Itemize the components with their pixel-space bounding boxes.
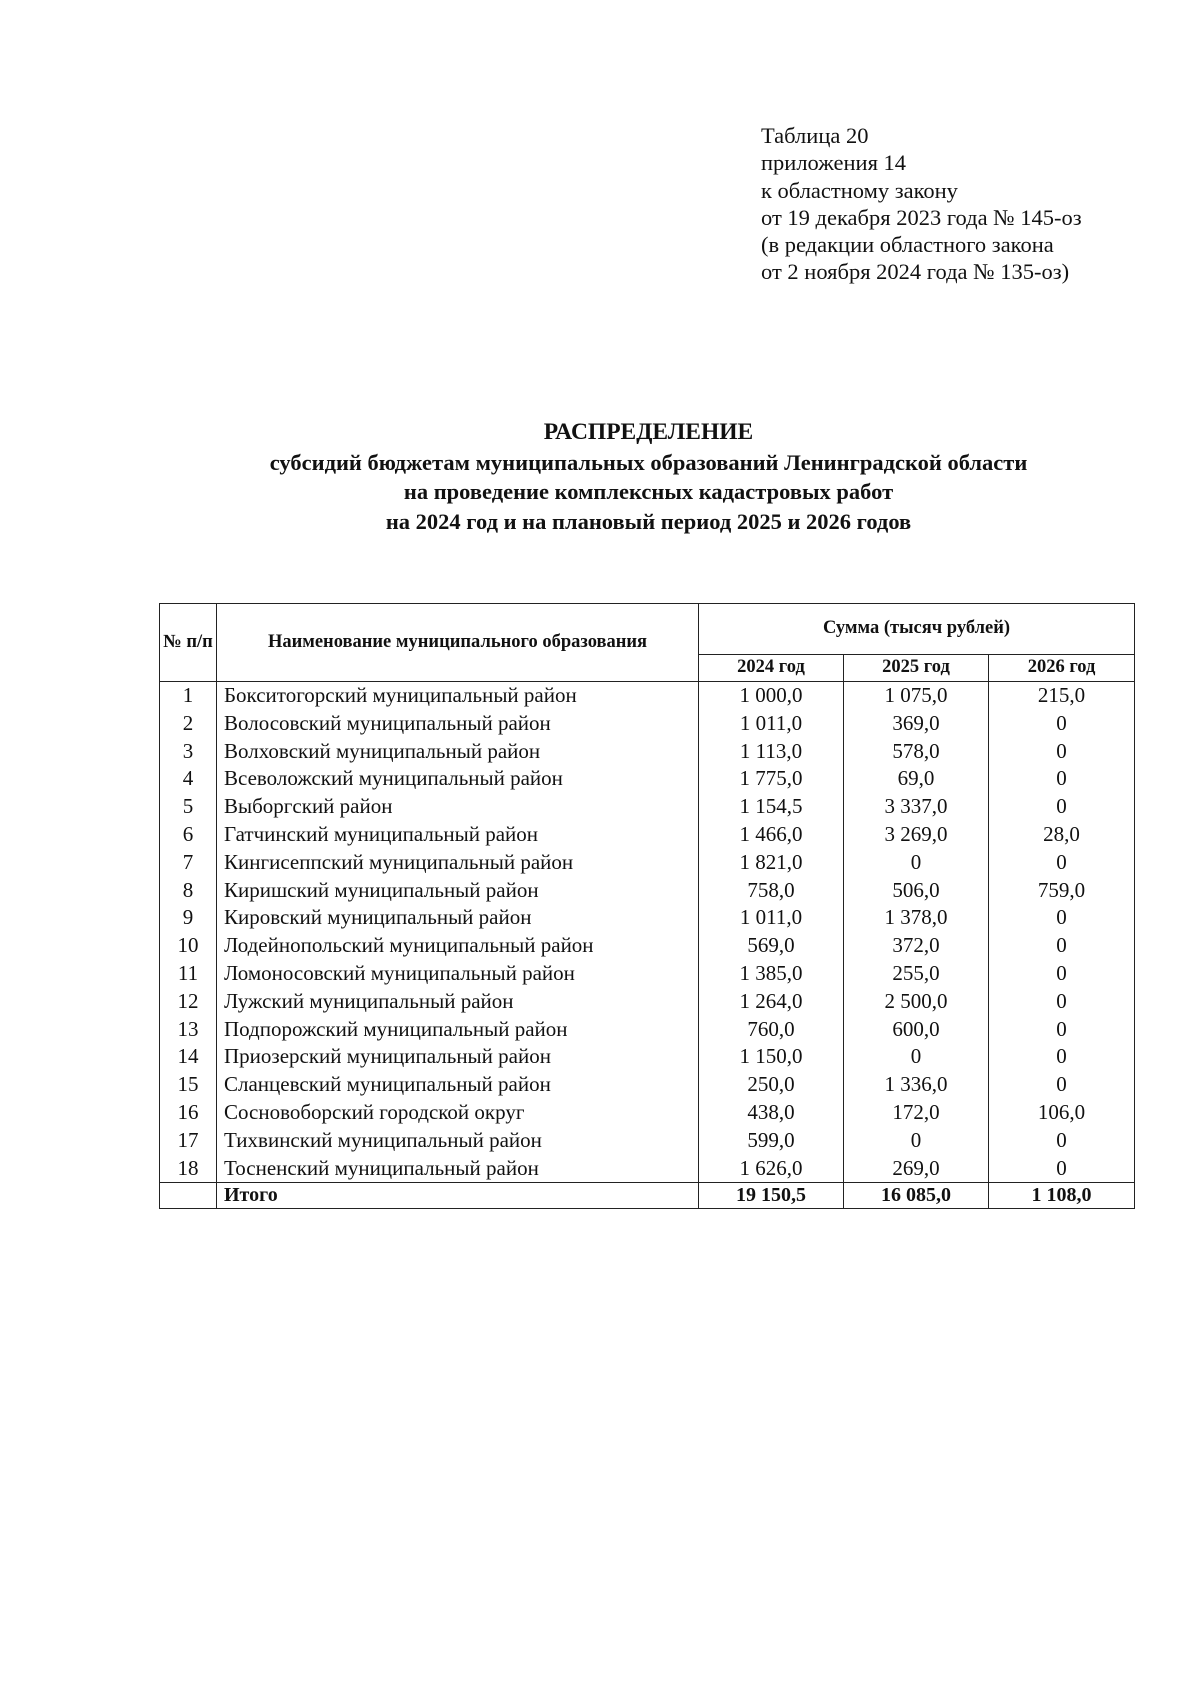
- municipality-name: Ломоносовский муниципальный район: [217, 960, 699, 988]
- reference-line: к областному закону: [761, 177, 958, 203]
- amount-2024: 1 154,5: [699, 793, 844, 821]
- amount-2025: 369,0: [844, 710, 989, 738]
- municipality-name: Киришский муниципальный район: [217, 877, 699, 905]
- reference-line: приложения 14: [761, 150, 907, 176]
- table-row: [160, 877, 1135, 905]
- total-number-cell: [160, 1183, 217, 1209]
- total-2024: 19 150,5: [699, 1183, 844, 1209]
- document-subtitle-line: на проведение комплексных кадастровых работ: [403, 479, 894, 505]
- amount-2025: 1 336,0: [844, 1071, 989, 1099]
- row-number: 16: [160, 1099, 217, 1127]
- amount-2024: 1 150,0: [699, 1043, 844, 1071]
- total-2025: 16 085,0: [844, 1183, 989, 1209]
- total-row: [160, 1183, 1135, 1209]
- distribution-table: [159, 603, 1135, 1209]
- municipality-name: Всеволожский муниципальный район: [217, 765, 699, 793]
- row-number: 9: [160, 904, 217, 932]
- total-2026: 1 108,0: [989, 1183, 1135, 1209]
- amount-2024: 1 113,0: [699, 738, 844, 766]
- municipality-name: Лужский муниципальный район: [217, 988, 699, 1016]
- amount-2026: 215,0: [989, 682, 1135, 710]
- amount-2026: 0: [989, 1071, 1135, 1099]
- amount-2026: 0: [989, 738, 1135, 766]
- header-year-2025: 2025 год: [844, 655, 989, 682]
- amount-2026: 0: [989, 793, 1135, 821]
- amount-2026: 0: [989, 960, 1135, 988]
- table-body: [160, 682, 1135, 1183]
- row-number: 1: [160, 682, 217, 710]
- row-number: 17: [160, 1127, 217, 1155]
- table-row: [160, 849, 1135, 877]
- reference-line: (в редакции областного закона: [761, 232, 1054, 258]
- amount-2024: 569,0: [699, 932, 844, 960]
- header-sum: Сумма (тысяч рублей): [699, 604, 1135, 655]
- amount-2025: 0: [844, 849, 989, 877]
- municipality-name: Волховский муниципальный район: [217, 738, 699, 766]
- table-row: [160, 988, 1135, 1016]
- table-row: [160, 765, 1135, 793]
- amount-2026: 106,0: [989, 1099, 1135, 1127]
- amount-2026: 0: [989, 904, 1135, 932]
- amount-2026: 759,0: [989, 877, 1135, 905]
- row-number: 2: [160, 710, 217, 738]
- table-row: [160, 682, 1135, 710]
- row-number: 6: [160, 821, 217, 849]
- amount-2024: 1 011,0: [699, 710, 844, 738]
- header-number: № п/п: [160, 604, 217, 682]
- amount-2025: 255,0: [844, 960, 989, 988]
- row-number: 18: [160, 1155, 217, 1183]
- municipality-name: Приозерский муниципальный район: [217, 1043, 699, 1071]
- amount-2026: 0: [989, 849, 1135, 877]
- table-row: [160, 904, 1135, 932]
- row-number: 8: [160, 877, 217, 905]
- header-year-2024: 2024 год: [699, 655, 844, 682]
- amount-2026: 0: [989, 1043, 1135, 1071]
- amount-2026: 0: [989, 932, 1135, 960]
- table-row: [160, 710, 1135, 738]
- amount-2026: 0: [989, 1155, 1135, 1183]
- row-number: 7: [160, 849, 217, 877]
- table-row: [160, 1155, 1135, 1183]
- municipality-name: Волосовский муниципальный район: [217, 710, 699, 738]
- row-number: 13: [160, 1016, 217, 1044]
- amount-2025: 0: [844, 1127, 989, 1155]
- municipality-name: Сланцевский муниципальный район: [217, 1071, 699, 1099]
- table-row: [160, 932, 1135, 960]
- municipality-name: Выборгский район: [217, 793, 699, 821]
- amount-2025: 506,0: [844, 877, 989, 905]
- amount-2025: 0: [844, 1043, 989, 1071]
- amount-2024: 758,0: [699, 877, 844, 905]
- document-reference: [761, 122, 1082, 286]
- amount-2024: 1 011,0: [699, 904, 844, 932]
- row-number: 12: [160, 988, 217, 1016]
- row-number: 3: [160, 738, 217, 766]
- row-number: 14: [160, 1043, 217, 1071]
- amount-2024: 438,0: [699, 1099, 844, 1127]
- municipality-name: Кингисеппский муниципальный район: [217, 849, 699, 877]
- amount-2026: 0: [989, 988, 1135, 1016]
- row-number: 4: [160, 765, 217, 793]
- municipality-name: Кировский муниципальный район: [217, 904, 699, 932]
- amount-2024: 1 821,0: [699, 849, 844, 877]
- amount-2025: 600,0: [844, 1016, 989, 1044]
- table-row: [160, 1043, 1135, 1071]
- row-number: 10: [160, 932, 217, 960]
- municipality-name: Подпорожский муниципальный район: [217, 1016, 699, 1044]
- municipality-name: Гатчинский муниципальный район: [217, 821, 699, 849]
- row-number: 11: [160, 960, 217, 988]
- municipality-name: Тосненский муниципальный район: [217, 1155, 699, 1183]
- document-heading: [0, 418, 1200, 537]
- table-row: [160, 738, 1135, 766]
- document-subtitle-line: на 2024 год и на плановый период 2025 и 2026 годов: [385, 509, 912, 535]
- table-row: [160, 1099, 1135, 1127]
- amount-2026: 0: [989, 765, 1135, 793]
- document-subtitle-line: субсидий бюджетам муниципальных образований Ленинградской области: [269, 449, 1028, 475]
- amount-2024: 760,0: [699, 1016, 844, 1044]
- amount-2026: 0: [989, 1016, 1135, 1044]
- table-row: [160, 793, 1135, 821]
- amount-2025: 3 269,0: [844, 821, 989, 849]
- amount-2025: 69,0: [844, 765, 989, 793]
- amount-2026: 28,0: [989, 821, 1135, 849]
- amount-2025: 172,0: [844, 1099, 989, 1127]
- amount-2024: 1 000,0: [699, 682, 844, 710]
- amount-2024: 1 466,0: [699, 821, 844, 849]
- table-row: [160, 960, 1135, 988]
- table-row: [160, 1071, 1135, 1099]
- amount-2026: 0: [989, 710, 1135, 738]
- table-row: [160, 1127, 1135, 1155]
- table-row: [160, 1016, 1135, 1044]
- municipality-name: Лодейнопольский муниципальный район: [217, 932, 699, 960]
- amount-2025: 372,0: [844, 932, 989, 960]
- row-number: 15: [160, 1071, 217, 1099]
- table-row: [160, 821, 1135, 849]
- amount-2024: 1 626,0: [699, 1155, 844, 1183]
- amount-2024: 1 775,0: [699, 765, 844, 793]
- amount-2025: 2 500,0: [844, 988, 989, 1016]
- amount-2025: 3 337,0: [844, 793, 989, 821]
- municipality-name: Сосновоборский городской округ: [217, 1099, 699, 1127]
- header-year-2026: 2026 год: [989, 655, 1135, 682]
- municipality-name: Тихвинский муниципальный район: [217, 1127, 699, 1155]
- amount-2024: 1 385,0: [699, 960, 844, 988]
- document-title: РАСПРЕДЕЛЕНИЕ: [543, 419, 754, 445]
- total-label: Итого: [217, 1183, 699, 1209]
- amount-2024: 250,0: [699, 1071, 844, 1099]
- reference-line: от 2 ноября 2024 года № 135-оз): [761, 259, 1070, 285]
- amount-2024: 1 264,0: [699, 988, 844, 1016]
- amount-2025: 578,0: [844, 738, 989, 766]
- reference-line: от 19 декабря 2023 года № 145-оз: [761, 204, 1082, 230]
- amount-2024: 599,0: [699, 1127, 844, 1155]
- amount-2025: 1 378,0: [844, 904, 989, 932]
- header-name: Наименование муниципального образования: [217, 604, 699, 682]
- amount-2025: 1 075,0: [844, 682, 989, 710]
- reference-line: Таблица 20: [761, 123, 869, 148]
- amount-2025: 269,0: [844, 1155, 989, 1183]
- amount-2026: 0: [989, 1127, 1135, 1155]
- row-number: 5: [160, 793, 217, 821]
- municipality-name: Бокситогорский муниципальный район: [217, 682, 699, 710]
